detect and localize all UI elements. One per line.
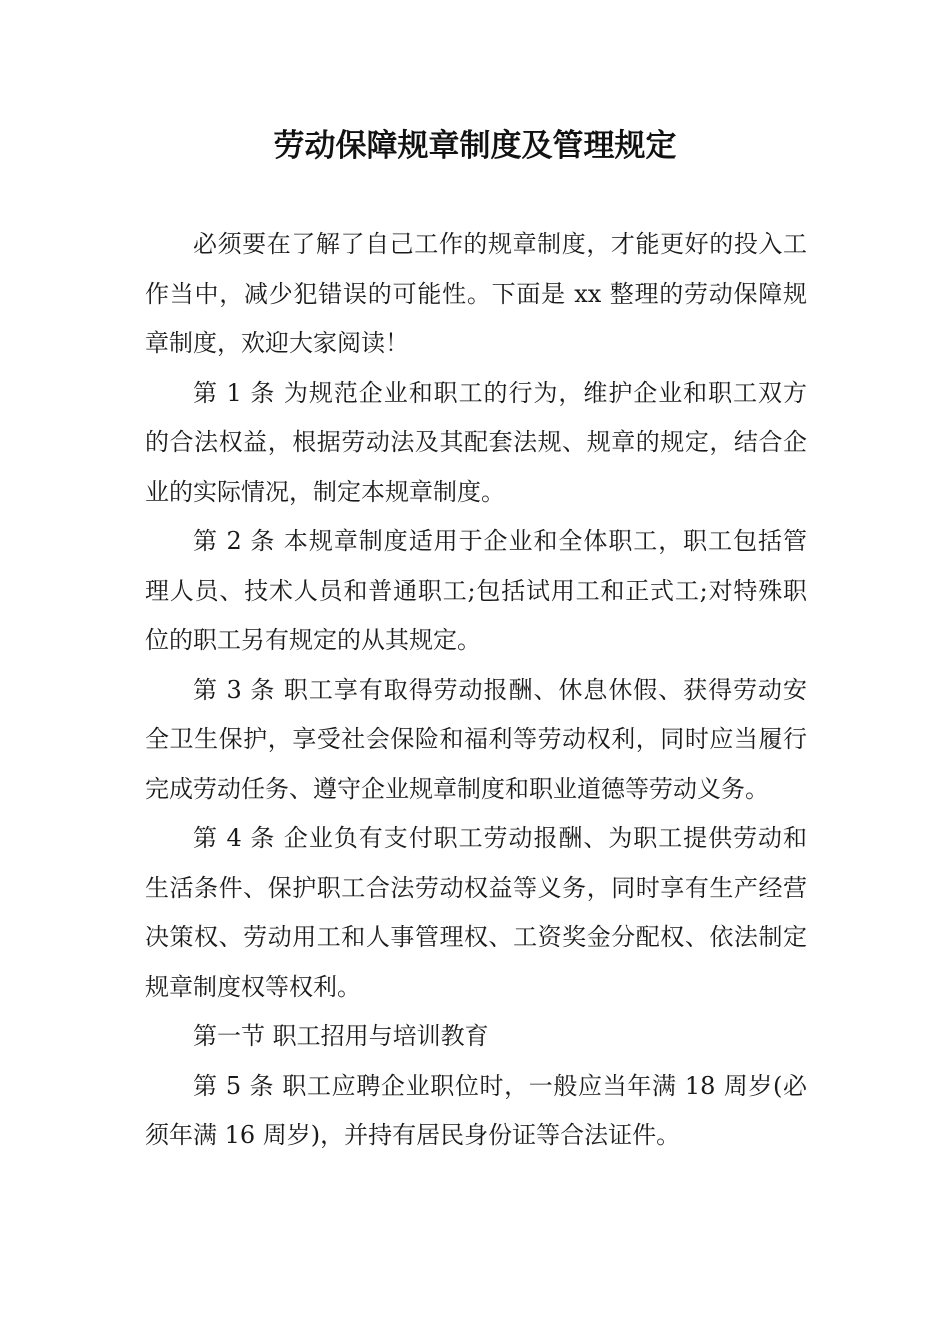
- document-title: 劳动保障规章制度及管理规定: [273, 128, 677, 164]
- article-2-paragraph: 第 2 条 本规章制度适用于企业和全体职工，职工包括管理人员、技术人员和普通职工;包括试用工和正式工;对特殊职位的职工另有规定的从其规定。: [145, 527, 807, 654]
- article-4-paragraph: 第 4 条 企业负有支付职工劳动报酬、为职工提供劳动和生活条件、保护职工合法劳动权益等义务，同时享有生产经营决策权、劳动用工和人事管理权、工资奖金分配权、依法制定规章制度权等权利。: [145, 824, 807, 1001]
- article-3-paragraph: 第 3 条 职工享有取得劳动报酬、休息休假、获得劳动安全卫生保护，享受社会保险和福利等劳动权利，同时应当履行完成劳动任务、遵守企业规章制度和职业道德等劳动义务。: [145, 675, 807, 803]
- article-1-paragraph: 第 1 条 为规范企业和职工的行为，维护企业和职工双方的合法权益，根据劳动法及其配套法规、规章的规定，结合企业的实际情况，制定本规章制度。: [145, 378, 807, 506]
- section-heading: 第一节 职工招用与培训教育: [193, 1022, 489, 1050]
- article-5-paragraph: 第 5 条 职工应聘企业职位时，一般应当年满 18 周岁(必须年满 16 周岁)，并持有居民身份证等合法证件。: [145, 1071, 807, 1149]
- document-body: [145, 220, 807, 1161]
- intro-paragraph: 必须要在了解了自己工作的规章制度，才能更好的投入工作当中，减少犯错误的可能性。下面是 xx 整理的劳动保障规章制度，欢迎大家阅读！: [145, 230, 807, 357]
